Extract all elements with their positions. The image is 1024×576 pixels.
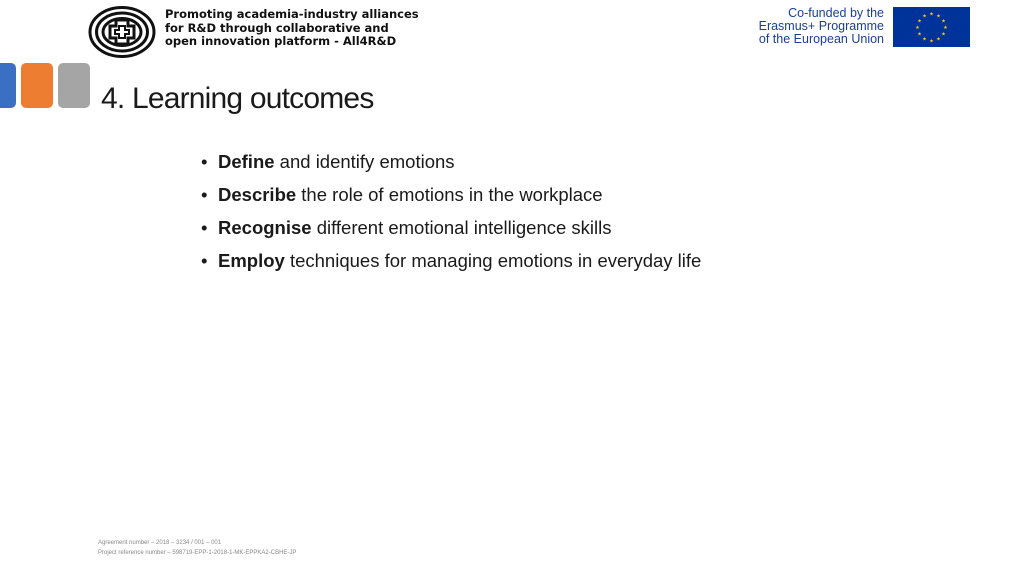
svg-text:★: ★ [922, 36, 927, 43]
bullet-keyword: Recognise [218, 217, 312, 238]
bullet-keyword: Define [218, 151, 275, 172]
bullet-text: and identify emotions [274, 151, 455, 172]
list-item [201, 246, 701, 279]
svg-text:★: ★ [917, 31, 922, 38]
svg-text:★: ★ [915, 25, 920, 31]
svg-text:★: ★ [943, 25, 948, 31]
bullet-text: techniques for managing emotions in everyday life [284, 250, 702, 271]
project-title [165, 8, 465, 49]
svg-text:★: ★ [922, 13, 927, 20]
decorative-square-gray [58, 63, 90, 108]
bullet-marker: • [201, 250, 208, 271]
svg-text:★: ★ [941, 31, 946, 38]
svg-text:★: ★ [941, 18, 946, 25]
bullet-text: different emotional intelligence skills [311, 217, 612, 238]
svg-text:★: ★ [929, 38, 934, 45]
svg-text:★: ★ [936, 13, 941, 20]
project-title-line: for R&D through collaborative and [165, 20, 389, 35]
svg-text:★: ★ [929, 11, 934, 18]
project-title-line: open innovation platform - All4R&D [165, 34, 397, 48]
concentric-circles-logo-icon [88, 6, 156, 58]
list-item [201, 180, 701, 213]
slide-title: 4. Learning outcomes [101, 82, 374, 115]
eu-flag-icon [893, 7, 970, 47]
decorative-square-orange [21, 63, 53, 108]
list-item [201, 213, 701, 246]
cofunded-line: Erasmus+ Programme [758, 19, 884, 33]
bullet-marker: • [201, 217, 208, 238]
cofunded-text [716, 7, 884, 46]
bullet-keyword: Employ [218, 250, 285, 271]
cofunded-line: Co-funded by the [788, 6, 884, 20]
bullet-text: the role of emotions in the workplace [296, 184, 603, 205]
learning-outcomes-list [201, 147, 701, 279]
bullet-keyword: Describe [218, 184, 297, 205]
bullet-marker: • [201, 151, 208, 172]
svg-text:★: ★ [936, 36, 941, 43]
svg-text:★: ★ [917, 18, 922, 25]
list-item [201, 147, 701, 180]
decorative-square-blue [0, 63, 16, 108]
project-reference: Project reference number – 598719-EPP-1-2018-1-MK-EPPKA2-CBHE-JP [98, 550, 297, 556]
cofunded-line: of the European Union [758, 32, 884, 46]
agreement-number: Agreement number – 2018 – 3234 / 001 – 001 [98, 540, 222, 546]
bullet-marker: • [201, 184, 208, 205]
footer [98, 538, 296, 558]
project-title-line: Promoting academia-industry alliances [165, 7, 419, 21]
